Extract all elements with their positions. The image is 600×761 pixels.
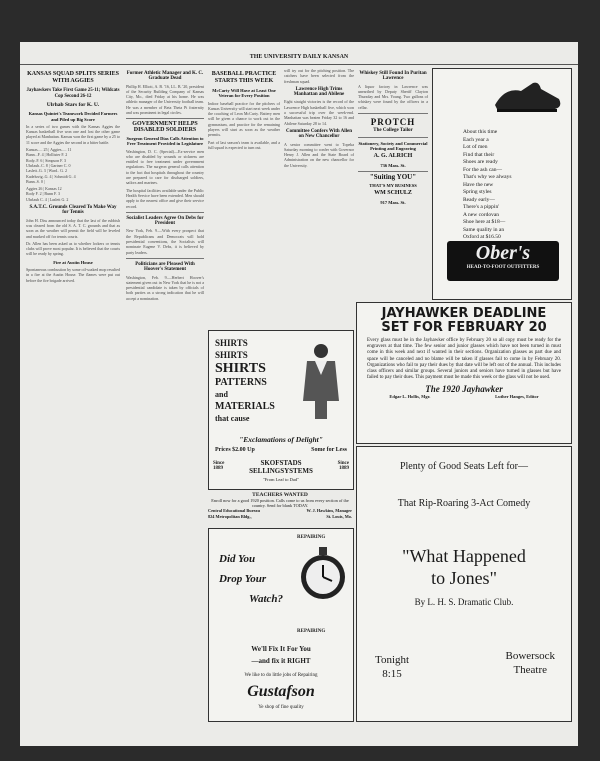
teachers-title: TEACHERS WANTED xyxy=(252,492,308,498)
play-title-1: "What Happened xyxy=(402,546,526,566)
play-by: By L. H. S. Dramatic Club. xyxy=(414,597,514,607)
teachers-ad xyxy=(208,492,352,524)
suiting-sub: THAT'S MY BUSINESS xyxy=(369,183,417,189)
headline-satc: S.A.T.C. Grounds Cleared To Make Way for Tennis xyxy=(29,205,117,216)
play-tonight: Tonight xyxy=(375,654,410,666)
watch-icon xyxy=(299,547,347,603)
shoe-line: Oxford at $16.50 xyxy=(463,234,501,240)
teachers-bureau-addr: 824 Metropolitan Bldg., xyxy=(208,513,252,519)
headline-squad: KANSAS SQUAD SPLITS SERIES WITH AGGIES xyxy=(27,71,119,84)
shirts-ad xyxy=(208,330,354,490)
play-venue xyxy=(506,649,556,677)
shoe-line: Find that their xyxy=(463,151,495,158)
teachers-body: Enroll now for a good 1920 position. Calls come to us from every section of the country. Send for blank TODAY. xyxy=(211,498,349,509)
shoe-illustration xyxy=(493,77,563,115)
shirts-quote: "Exclamations of Delight" xyxy=(239,435,323,444)
repairing-bottom: REPAIRING xyxy=(297,629,326,634)
shirts-line-4: PATTERNS xyxy=(215,377,267,388)
shirts-line-5: and xyxy=(215,390,228,399)
headline-manager: Former Athletic Manager and K. C. Graduate Dead xyxy=(126,71,204,82)
subhead-teamwork: Kansas Quintet's Teamwork Decided Farmers and Piled up Big Score xyxy=(28,111,118,122)
watch-did: Did You xyxy=(219,553,256,565)
jayhawker-title-2: SET FOR FEBRUARY 20 xyxy=(381,320,547,335)
shirts-price: Prices $2.00 Up xyxy=(215,447,255,453)
play-ad xyxy=(356,446,572,722)
shoe-line: Have the new xyxy=(463,181,494,188)
shoe-line: A new cordovan xyxy=(463,211,500,218)
gustafson-ad xyxy=(208,528,354,722)
obers-brand: Ober's xyxy=(475,242,531,264)
repairing-top: REPAIRING xyxy=(297,535,326,540)
shoe-line: Spring styles xyxy=(463,189,492,195)
gustafson-logo: Gustafson xyxy=(247,683,315,700)
shoe-line: About this time xyxy=(463,129,498,135)
jayhawker-notice xyxy=(356,302,572,444)
suiting-ad: "Suiting YOU" xyxy=(369,172,417,181)
protch-name: PROTCH xyxy=(370,117,416,128)
headline-whiskey: Whiskey Still Found In Puritan Lawrence xyxy=(359,71,427,82)
masthead: THE UNIVERSITY DAILY KANSAN xyxy=(20,50,578,65)
albrich-name: A. G. ALRICH xyxy=(373,153,413,160)
headline-soldiers: GOVERNMENT HELPS DISABLED SOLDIERS xyxy=(132,121,198,133)
shoe-line: For the ash can— xyxy=(463,166,502,173)
column-ads: Whiskey Still Found In Puritan Lawrence A liquor factory in Lawrence was unearthed by Deputy Sheriff Clayton Thursday and Mrs. Young. Two gallons of whiskey were found by the officers in a cellar. PROTCH The College Tailor Stationery, Society and Commercial Printing and Engraving A. G. ALRICH 736 Mass. St. "Suiting YOU" THAT'S MY BUSINESS WM SCHULZ 917 Mass. St. xyxy=(358,71,428,205)
headline-baseball: BASEBALL PRACTICE STARTS THIS WEEK xyxy=(211,71,277,84)
subhead-mccarty: McCarty Will Have at Least One Veteran for Every Position xyxy=(212,88,276,99)
teachers-city: St. Louis, Mo. xyxy=(326,513,352,519)
watch-word: Watch? xyxy=(249,593,284,605)
skofstads-logo: SKOFSTADS SELLINGSYSTEMS xyxy=(249,459,313,475)
column-sports: KANSAS SQUAD SPLITS SERIES WITH AGGIES Jayhawkers Take First Game 25-11; Wildcats Cop Second 26-12 Ulrhab Stars for K. U. Kansas Quintet's Teamwork Decided Farmers and Piled up Big Score In a series of two games with the Kansas Aggies the Kansas basketball five won one and lost the other game played at Manhattan. Kansas won the first game by a 25 to 11 score and the Aggies the second in a bitter battle. Kansas..... 25 | Aggies..... 11 Bunn...F. 4 | Hollister F. 2 Rody..F. 6 | Simpson F. 3 Uhrlaub..C. 8 | Gartner C. 0 Laslett..G. 3 | Ward.. G. 2 Kadeluvig..G. 4 | Schmidt G. 4 Bunn..S. 0 | Aggies 26 | Kansas 12 Rody F. 2 | Bunn F. 3 Uhrlaub C. 4 | Laslett G. 2 S.A.T.C. Grounds Cleared To Make Way for Tennis John H. Diss announced today that the last of the rubbish was cleared from the old S. A. T. C. grounds and that as soon as the weather will permit the field will be leveled and marked off for tennis courts. Dr. Allen has been asked as to whether lockers or tennis clubs will prove most popular. It is believed that the courts will be ready by spring. Fire at Austin House Spontaneous combustion by some oil-soaked mop resulted in a fire at the Austin House. The flames were put out before the fire brigade arrived. xyxy=(26,71,120,283)
subhead-surgeon: Surgeon General Dias Calls Attention to Free Treatment Provided in Legislature xyxy=(126,135,204,147)
headline-committee: Committee Confers With Allen on New Chancellor xyxy=(285,128,353,140)
shoe-line: Each year a xyxy=(463,136,489,143)
play-top: Plenty of Good Seats Left for— xyxy=(399,461,529,472)
play-time xyxy=(375,653,409,681)
shoe-line: That's why we always xyxy=(463,174,512,180)
watch-like: We like to do little jobs of Repairing xyxy=(244,673,318,678)
jayhawker-editor: Luther Hanges, Editor xyxy=(495,394,539,400)
shirts-price-2: Some for Less xyxy=(311,447,347,453)
jayhawker-staff xyxy=(357,394,571,399)
albrich-addr: 736 Mass. St. xyxy=(380,162,406,168)
shoe-line: Ready early— xyxy=(463,196,495,203)
shoe-line: There's a pippin' xyxy=(463,204,500,210)
headline-politicians: Politicians are Pleased With Hoover's Statement xyxy=(135,261,195,273)
play-hour: 8:15 xyxy=(382,668,402,680)
skofstads-tagline: "From Leaf to Dad" xyxy=(262,477,300,482)
teachers-manager: W. J. Hawkins, Manager xyxy=(306,508,352,514)
shoe-line: Shoes are ready xyxy=(463,159,498,165)
watch-fix-1: We'll Fix It For You xyxy=(251,645,311,653)
shirts-text xyxy=(215,337,275,425)
shoe-line: Lot of men xyxy=(463,144,488,150)
teachers-contacts xyxy=(208,508,352,518)
column-lawrence: will try out for the pitching position. The catchers have been selected from the freshman squad. Lawrence High Trims Manhattan and Abilene Eight straight victories is the record of the Lawrence High basketball five, which won a successful trip over the week-end. Manhattan was beaten Friday 32 to 16 and Abilene Saturday 28 to 14. Committee Confers With Allen on New Chancellor A senior committee went to Topeka Saturday morning to confer with Governor Henry J. Allen and the State Board of Administration on the new chancellor for the University. xyxy=(284,68,354,168)
headline-fire: Fire at Austin House xyxy=(53,259,93,265)
jayhawker-sign: The 1920 Jayhawker xyxy=(425,384,503,395)
protch-sub: The College Tailor xyxy=(373,128,413,134)
headline-lawrence-high: Lawrence High Trims Manhattan and Abilene xyxy=(293,86,345,98)
schulz-name: WM SCHULZ xyxy=(374,190,412,197)
headline-socialist: Socialist Leaders Agree On Debs for President xyxy=(126,215,204,227)
printing-ad: Stationery, Society and Commercial Printing and Engraving xyxy=(358,140,428,151)
play-title-2: to Jones" xyxy=(431,568,497,588)
obers-tagline: HEAD-TO-FOOT OUTFITTERS xyxy=(466,265,540,270)
shirts-line-7: that cause xyxy=(215,414,250,423)
shirts-since-left: Since 1889 xyxy=(213,461,225,471)
column-news: Former Athletic Manager and K. C. Graduate Dead Phillip H. Elliott, A. B. '16, LL. B. '20, president of the Security Building Company of Kansas City, Mo., died Friday at his home. He was athletic manager of the University football team. He was a member of Beta Theta Pi fraternity and was prominent in legal circles. GOVERNMENT HELPS DISABLED SOLDIERS Surgeon General Dias Calls Attention to Free Treatment Provided in Legislature Washington, D. C. (Special)—Ex-service men who are disabled by wounds or sickness are entitled to free treatment under government regulations. The surgeon general calls attention to the fact that hospitals throughout the country are prepared to care for discharged soldiers, sailors and marines. The hospital facilities available under the Public Health Service have been extended. Men should apply to the nearest office and give their service record. Socialist Leaders Agree On Debs for President New York, Feb. 9.—With every prospect that the Republicans and Democrats will hold presidential conventions, the Socialists will nominate Eugene V. Debs, it is believed by party leaders. Politicians are Pleased With Hoover's Statement Washington, Feb. 9.—Herbert Hoover's statement given out in New York that he is not a presidential candidate is taken by officials of both parties as a strong indication that he will accept a nomination. xyxy=(126,71,204,301)
shirts-since-right: Since 1889 xyxy=(337,461,349,471)
teachers-bureau: Central Educational Bureau xyxy=(208,508,260,514)
play-theatre-2: Theatre xyxy=(513,664,548,676)
watch-fix-2: —and fix it RIGHT xyxy=(251,657,311,665)
shirts-line-2: SHIRTS xyxy=(215,350,248,360)
watch-question xyxy=(219,549,283,609)
watch-drop: Drop Your xyxy=(219,573,267,585)
shoe-text xyxy=(463,129,563,242)
schulz-addr: 917 Mass. St. xyxy=(380,199,406,205)
shoe-line: Shoe here at $18— xyxy=(463,219,506,225)
jayhawker-title-1: JAYHAWKER DEADLINE xyxy=(381,306,547,321)
shirts-line-1: SHIRTS xyxy=(215,338,248,348)
play-sub: That Rip-Roaring 3-Act Comedy xyxy=(397,498,531,509)
play-theatre-1: Bowersock xyxy=(505,650,555,662)
obers-ad xyxy=(432,68,572,300)
jayhawker-body: Every glass must be in the Jayhawker office by February 20 so all copy must be ready for the engravers at that time. The few senior and junior glasses which have not been turned in must come in this week and next if wanted in their sections. Organization glasses as part due and space will be canceled and no blame will be taken if glasses fail to come in by February 20. Organizations who fail to pay their dues by that date will be left out of the annual. This includes class officers and similar groups. Several juniors and seniors have turned in glasses but have failed to pay their dues. This payment must be made this week or the glass will not be used. xyxy=(367,338,561,381)
shirts-line-6: MATERIALS xyxy=(215,401,275,412)
shirts-line-3: SHIRTS xyxy=(215,361,266,376)
subhead-jayhawkers: Jayhawkers Take First Game 25-11; Wildcats Cop Second 26-12 xyxy=(26,88,120,99)
column-baseball: BASEBALL PRACTICE STARTS THIS WEEK McCarty Will Have at Least One Veteran for Every Position Indoor baseball practice for the pitchers of Kansas University will start next week under the coaching of Leon McCarty. Battery men will be given a chance to work out in the gymnasium, and practice for the remaining players will start as soon as the weather permits. Part of last season's team is available, and a full squad is expected to turn out. xyxy=(208,71,280,150)
man-illustration xyxy=(297,341,347,421)
subhead-ulrhab: Ulrhab Stars for K. U. xyxy=(46,102,100,108)
jayhawker-manager: Edgar L. Hollis, Mgr. xyxy=(389,394,431,400)
gustafson-tagline: Ye shop of fine quality xyxy=(258,705,304,710)
obers-logo xyxy=(447,241,559,281)
shoe-line: Same quality in an xyxy=(463,226,505,233)
